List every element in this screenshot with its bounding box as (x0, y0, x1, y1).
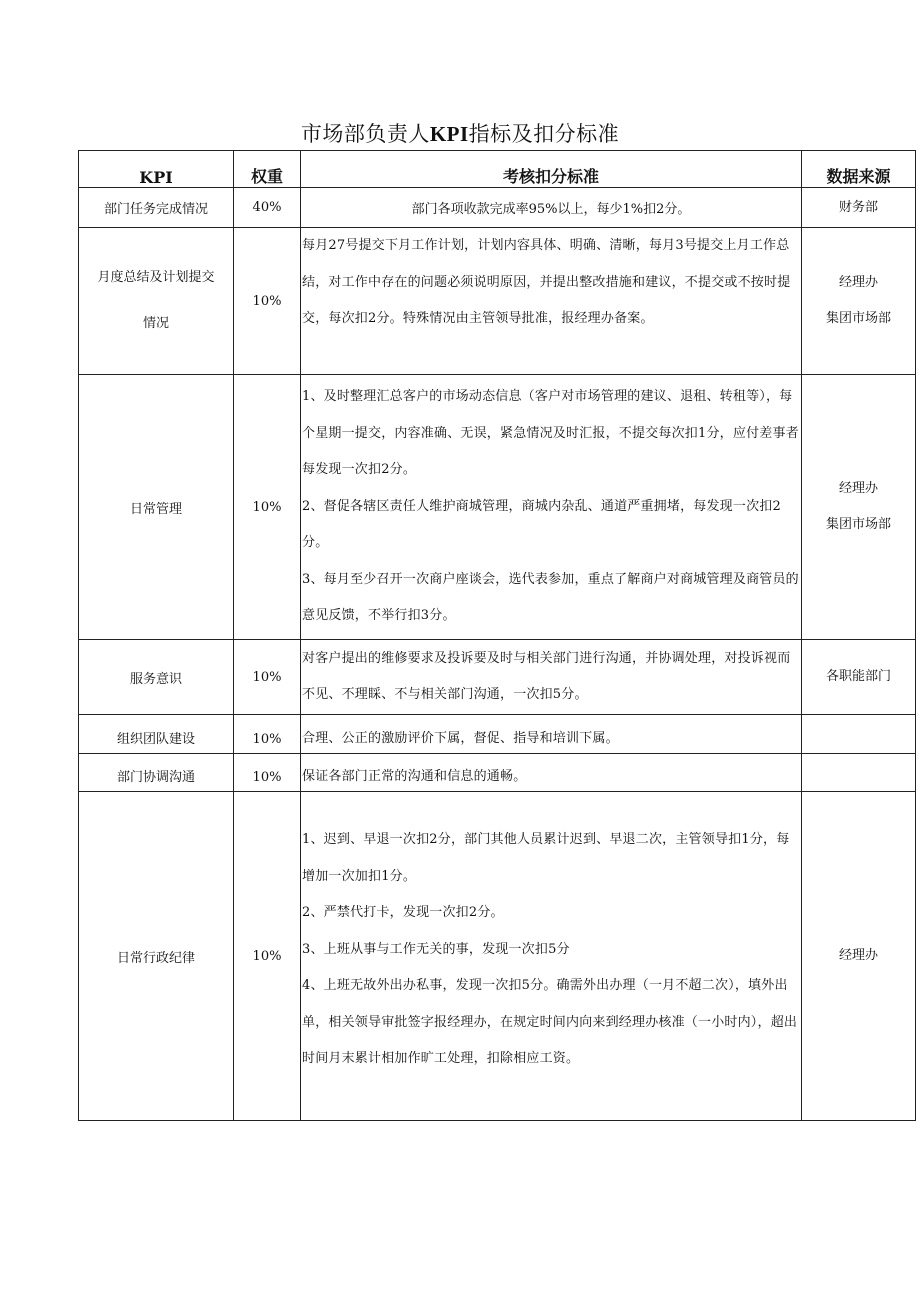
table-row (79, 715, 916, 754)
kpi-criteria: 保证各部门正常的沟通和信息的通畅。 (301, 754, 802, 792)
kpi-source (802, 754, 916, 792)
kpi-criteria (301, 792, 802, 1121)
kpi-source (802, 715, 916, 754)
source-line: 集团市场部 (825, 311, 891, 326)
title-prefix: 市场部负责人 (300, 122, 430, 146)
table-row (79, 754, 916, 792)
kpi-name: 服务意识 (79, 640, 234, 715)
kpi-criteria: 每月27号提交下月工作计划，计划内容具体、明确、清晰，每月3号提交上月工作总结，对工作中存在的问题必须说明原因，并提出整改措施和建议，不提交或不按时提交，每次扣2分。特殊情况由主管领导批准，报经理办备案。 (301, 228, 802, 375)
source-line: 经理办 (838, 275, 878, 290)
kpi-name: 日常管理 (79, 375, 234, 640)
kpi-name: 月度总结及计划提交情况 (79, 228, 234, 375)
kpi-weight: 10% (234, 640, 301, 715)
kpi-source (802, 228, 916, 375)
criteria-item: 2、督促各辖区责任人维护商城管理，商城内杂乱、通道严重拥堵，每发现一次扣2分。 (302, 498, 781, 550)
kpi-name: 部门协调沟通 (79, 754, 234, 792)
title-kpi: KPI (429, 122, 469, 146)
header-source: 数据来源 (802, 151, 916, 188)
title-suffix: 指标及扣分标准 (468, 122, 620, 146)
kpi-source (802, 640, 916, 715)
kpi-weight: 10% (234, 375, 301, 640)
criteria-item: 3、上班从事与工作无关的事，发现一次扣5分 (302, 941, 570, 957)
header-weight: 权重 (234, 151, 301, 188)
source-line: 集团市场部 (825, 517, 891, 532)
criteria-item: 1、及时整理汇总客户的市场动态信息（客户对市场管理的建议、退租、转租等），每个星期一提交，内容准确、无误，紧急情况及时汇报，不提交每次扣1分，应付差事者每发现一次扣2分。 (302, 389, 799, 477)
kpi-criteria (301, 375, 802, 640)
criteria-item: 2、严禁代打卡，发现一次扣2分。 (302, 905, 504, 920)
kpi-weight: 10% (234, 754, 301, 792)
kpi-table (78, 150, 916, 1121)
kpi-source (802, 188, 916, 228)
kpi-source (802, 792, 916, 1121)
source-line: 经理办 (838, 481, 878, 496)
criteria-item: 3、每月至少召开一次商户座谈会，选代表参加，重点了解商户对商城管理及商管员的意见反馈，不举行扣3分。 (302, 571, 799, 623)
header-criteria: 考核扣分标准 (301, 151, 802, 188)
table-row (79, 188, 916, 228)
source-line: 财务部 (838, 199, 878, 215)
kpi-weight: 10% (234, 792, 301, 1121)
criteria-item: 4、上班无故外出办私事，发现一次扣5分。确需外出办理（一月不超二次），填外出单，相关领导审批签字报经理办，在规定时间内向来到经理办核准（一小时内），超出时间月末累计相加作旷工处理，扣除相应工资。 (302, 978, 798, 1066)
source-line: 经理办 (838, 948, 878, 963)
kpi-criteria: 合理、公正的激励评价下属，督促、指导和培训下属。 (301, 715, 802, 754)
kpi-name: 部门任务完成情况 (79, 188, 234, 228)
kpi-name: 组织团队建设 (79, 715, 234, 754)
kpi-criteria: 部门各项收款完成率95%以上，每少1%扣2分。 (301, 188, 802, 228)
page-title (0, 118, 920, 150)
source-line: 各职能部门 (825, 669, 891, 684)
table-header-row (79, 151, 916, 188)
kpi-weight: 10% (234, 228, 301, 375)
criteria-item: 1、迟到、早退一次扣2分，部门其他人员累计迟到、早退二次，主管领导扣1分，每增加一次加扣1分。 (302, 832, 790, 884)
table-row (79, 640, 916, 715)
table-row (79, 792, 916, 1121)
kpi-criteria: 对客户提出的维修要求及投诉要及时与相关部门进行沟通，并协调处理，对投诉视而不见、不理睬、不与相关部门沟通，一次扣5分。 (301, 640, 802, 715)
kpi-source (802, 375, 916, 640)
kpi-weight: 10% (234, 715, 301, 754)
table-row (79, 228, 916, 375)
table-row (79, 375, 916, 640)
kpi-weight: 40% (234, 188, 301, 228)
header-kpi: KPI (79, 151, 234, 188)
kpi-name: 日常行政纪律 (79, 792, 234, 1121)
